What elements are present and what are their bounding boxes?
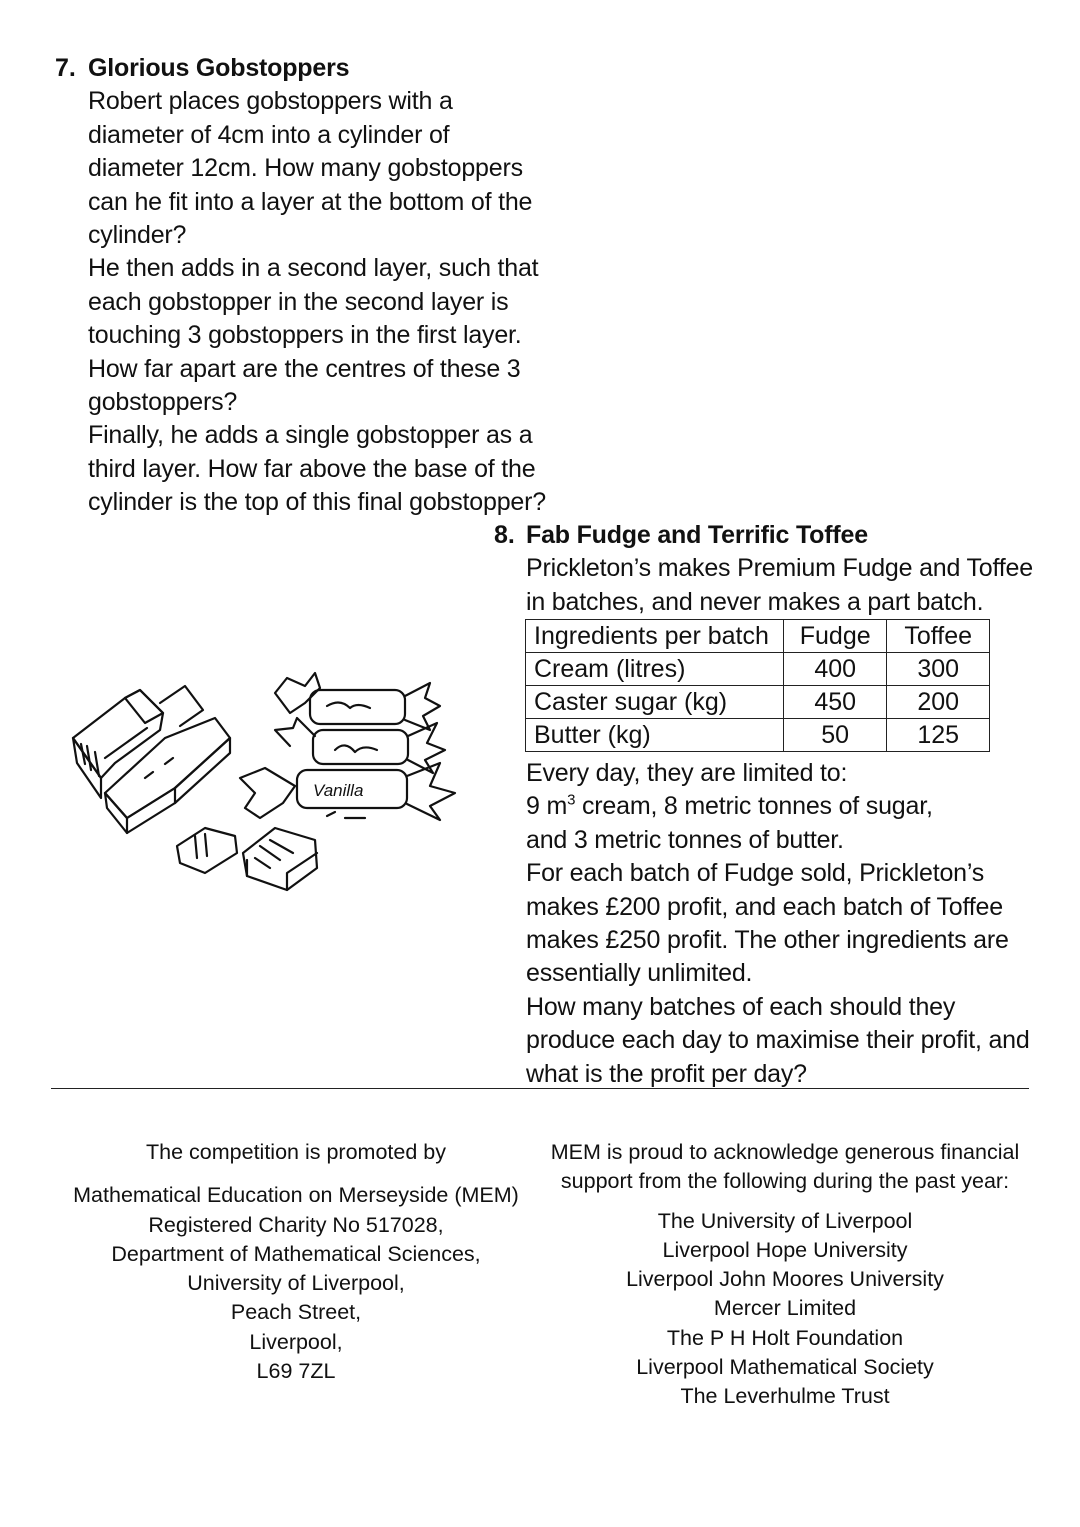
question-8-line: How many batches of each should they [526,992,956,1021]
sweets-illustration [65,668,475,903]
question-8-line: essentially unlimited. [526,959,753,988]
question-7-number: 7. [55,54,76,82]
question-8-line: For each batch of Fudge sold, Prickleton’s [526,859,985,888]
sponsor-item: Liverpool Mathematical Society [636,1355,934,1380]
promoted-by-text: The competition is promoted by [146,1140,446,1164]
question-8-intro [526,519,1033,619]
cream-limit-text: cream, 8 metric tonnes of sugar, [575,792,933,821]
question-8-limit-cream [526,790,1030,823]
question-7-line: diameter of 4cm into a cylinder of [88,120,450,149]
acknowledgement-text: MEM is proud to acknowledge generous financial [550,1140,1020,1164]
question-7-line: He then adds in a second layer, such that [88,254,539,283]
question-7-title: Glorious Gobstoppers [88,54,350,82]
table-cell: 400 [783,653,887,686]
question-7-line: can he fit into a layer at the bottom of the [88,187,533,216]
table-header-cell: Ingredients per batch [526,620,784,653]
sponsor-item: The Leverhulme Trust [680,1384,890,1409]
question-7-line: Finally, he adds a single gobstopper as a [88,421,533,450]
promoter-info [60,1138,532,1386]
question-8-title: Fab Fudge and Terrific Toffee [526,521,868,549]
sponsor-item: Liverpool Hope University [662,1237,908,1262]
table-cell: Cream (litres) [526,653,784,686]
table-cell: 125 [887,719,990,752]
question-7-line: cylinder? [88,221,187,250]
question-8-line: in batches, and never makes a part batch. [526,587,984,616]
table-cell: Butter (kg) [526,719,784,752]
question-8-line: and 3 metric tonnes of butter. [526,825,844,854]
question-8-line: what is the profit per day? [526,1059,807,1088]
question-7-line: each gobstopper in the second layer is [88,287,509,316]
question-7-line: cylinder is the top of this final gobstopper? [88,488,546,517]
question-8-line: makes £250 profit. The other ingredients are [526,926,1009,955]
address-line: Peach Street, [230,1300,362,1325]
question-8-number: 8. [494,521,515,549]
table-cell: 300 [887,653,990,686]
table-header-cell: Toffee [887,620,990,653]
cubed-superscript: 3 [567,792,576,810]
toffee-wrapper-icon [240,763,455,820]
sponsor-item: The University of Liverpool [657,1208,913,1233]
question-8-line: Prickleton’s makes Premium Fudge and Toffee [526,554,1033,583]
question-7-line: How far apart are the centres of these 3 [88,354,521,383]
question-8-line: produce each day to maximise their profit, and [526,1026,1030,1055]
question-7-line: diameter 12cm. How many gobstoppers [88,154,523,183]
table-header-row [526,620,990,653]
table-row [526,653,990,686]
question-7-line: gobstoppers? [88,388,238,417]
sponsor-item: Mercer Limited [713,1296,857,1321]
address-line: Liverpool, [249,1329,343,1354]
table-cell: Caster sugar (kg) [526,686,784,719]
address-line: L69 7ZL [256,1359,336,1384]
question-7-line: Robert places gobstoppers with a [88,87,453,116]
ingredients-table [525,619,990,752]
question-8-line: makes £200 profit, and each batch of Toffee [526,892,1003,921]
acknowledgement-text: support from the following during the past year: [560,1169,1010,1194]
address-line: Mathematical Education on Merseyside (MEM) [73,1183,519,1208]
question-7-line: third layer. How far above the base of the [88,454,536,483]
caramel-cube-icon [243,828,317,890]
address-line: Registered Charity No 517028, [148,1212,444,1237]
sponsor-acknowledgement [530,1138,1040,1412]
sponsor-item: The P H Holt Foundation [666,1325,904,1350]
table-row [526,719,990,752]
question-7-line: touching 3 gobstoppers in the first layer. [88,321,522,350]
question-8-body [526,757,1030,1091]
address-line: University of Liverpool, [187,1271,405,1296]
question-7 [88,52,546,520]
table-cell: 200 [887,686,990,719]
table-header-cell: Fudge [783,620,887,653]
section-divider [51,1088,1029,1089]
fudge-block-icon [105,686,230,833]
question-8-limit-intro: Every day, they are limited to: [526,759,848,787]
toffee-flavour-label: Vanilla [313,781,364,800]
table-row [526,686,990,719]
table-cell: 50 [783,719,887,752]
address-line: Department of Mathematical Sciences, [111,1241,481,1266]
table-cell: 450 [783,686,887,719]
caramel-cube-icon [177,828,237,873]
sponsor-item: Liverpool John Moores University [626,1267,944,1292]
cream-limit-value: 9 m [526,792,568,821]
